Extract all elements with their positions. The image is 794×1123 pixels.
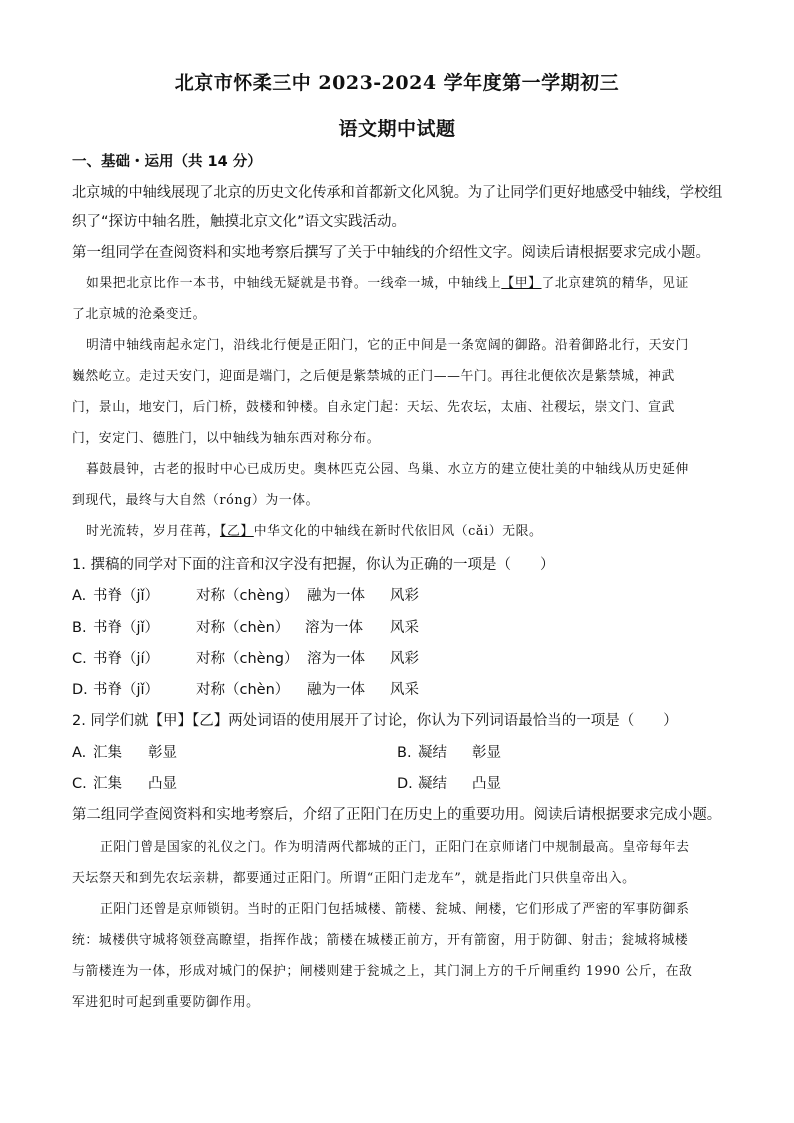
passage1-p2-line1: 明清中轴线南起永定门，沿线北行便是正阳门，它的正中间是一条宽阔的御路。沿着御路北行，天安门 [86,338,689,353]
option-text: 融为一体 [307,588,365,604]
option-text: 凸显 [472,776,501,792]
passage1-p1-text-a: 如果把北京比作一本书，中轴线无疑就是书脊。一线牵一城，中轴线上 [86,276,502,291]
option-text: 彰显 [472,745,501,761]
passage1-p1-text-c: 了北京建筑的精华，见证 [541,276,689,291]
intro-line1: 北京城的中轴线展现了北京的历史文化传承和首都新文化风貌。为了让同学们更好地感受中轴线，学校组 [72,185,723,201]
option-text: 对称（chèng） [196,651,299,667]
passage1-p4-text-a: 时光流转，岁月荏苒， [86,524,220,539]
section1-heading: 一、基础・运用（共 14 分） [72,154,262,170]
option-text: 风彩 [390,651,419,667]
passage1-p4-line [86,522,722,542]
option-label: C. [72,651,87,667]
option-label: D. [397,776,413,792]
passage2-p2-line1: 正阳门还曾是京师锁钥。当时的正阳门包括城楼、箭楼、瓮城、闸楼，它们形成了严密的军事防御系 [100,902,690,917]
option-text: 汇集 [93,745,122,761]
option-text: 对称（chèn） [196,620,290,636]
option-text: 风彩 [390,588,419,604]
passage2-p2-line3: 与箭楼连为一体，形成对城门的保护；闸楼则建于瓮城之上，其门洞上方的千斤闸重约 1990 公斤，在敌 [72,964,693,979]
option-text: 书脊（jǐ） [93,682,160,698]
option-label: B. [397,745,412,761]
passage2-p2-line2: 统：城楼供守城将领登高瞭望，指挥作战；箭楼在城楼正前方，开有箭窗，用于防御、射击；瓮城将城楼 [72,933,689,948]
option-text: 对称（chèn） [196,682,290,698]
blank-jia: 【甲】 [501,276,542,291]
passage1-p2-line4: 门，安定门、德胜门，以中轴线为轴东西对称分布。 [72,431,381,446]
option-text: 彰显 [148,745,177,761]
option-label: A. [72,588,87,604]
passage2-p1-line1: 正阳门曾是国家的礼仪之门。作为明清两代都城的正门，正阳门在京师诸门中规制最高。皇帝每年去 [100,840,690,855]
option-text: 书脊（jí） [93,651,160,667]
option-text: 凸显 [148,776,177,792]
option-label: A. [72,745,87,761]
passage1-p2-line3: 门，景山，地安门，后门桥，鼓楼和钟楼。自永定门起：天坛、先农坛，太庙、社稷坛，崇文门、宣武 [72,400,675,415]
option-text: 书脊（jǐ） [93,588,160,604]
group1-intro: 第一组同学在查阅资料和实地考察后撰写了关于中轴线的介绍性文字。阅读后请根据要求完成小题。 [72,245,710,261]
option-text: 书脊（jǐ） [93,620,160,636]
passage1-p4-text-c: 中华文化的中轴线在新时代依旧风（cǎi）无限。 [253,524,543,539]
passage1-p1-line1 [86,274,722,294]
option-text: 凝结 [418,745,447,761]
question2-stem: 2. 同学们就【甲】【乙】两处词语的使用展开了讨论，你认为下列词语最恰当的一项是（ ） [72,713,678,729]
option-text: 汇集 [93,776,122,792]
option-text: 溶为一体 [305,620,363,636]
group2-intro: 第二组同学查阅资料和实地考察后，介绍了正阳门在历史上的重要功用。阅读后请根据要求完成小题。 [72,807,722,823]
passage2-p1-line2: 天坛祭天和到先农坛亲耕，都要通过正阳门。所谓“正阳门走龙车”，就是指此门只供皇帝出入。 [72,871,636,886]
option-text: 融为一体 [307,682,365,698]
intro-line2: 织了“探访中轴名胜，触摸北京文化”语文实践活动。 [72,214,407,230]
option-text: 对称（chèng） [196,588,299,604]
blank-yi: 【乙】 [219,524,254,539]
passage1-p1-line2: 了北京城的沧桑变迁。 [72,307,206,322]
option-text: 风采 [390,620,419,636]
option-label: D. [72,682,88,698]
option-label: B. [72,620,87,636]
exam-title-line1: 北京市怀柔三中 2023-2024 学年度第一学期初三 [174,72,620,94]
option-label: C. [72,776,87,792]
option-text: 风采 [390,682,419,698]
question1-stem: 1. 撰稿的同学对下面的注音和汉字没有把握，你认为正确的一项是（ ） [72,557,555,573]
passage1-p3-line2: 到现代，最终与大自然（róng）为一体。 [72,493,320,508]
option-text: 凝结 [418,776,447,792]
passage1-p2-line2: 巍然屹立。走过天安门，迎面是端门，之后便是紫禁城的正门——午门。再往北便依次是紫禁城，神武 [72,369,675,384]
passage2-p2-line4: 军进犯时可起到重要防御作用。 [72,995,260,1010]
exam-title-line2: 语文期中试题 [338,118,456,140]
option-text: 溶为一体 [307,651,365,667]
passage1-p3-line1: 暮鼓晨钟，古老的报时中心已成历史。奥林匹克公园、鸟巢、水立方的建立使壮美的中轴线从历史延伸 [86,462,689,477]
